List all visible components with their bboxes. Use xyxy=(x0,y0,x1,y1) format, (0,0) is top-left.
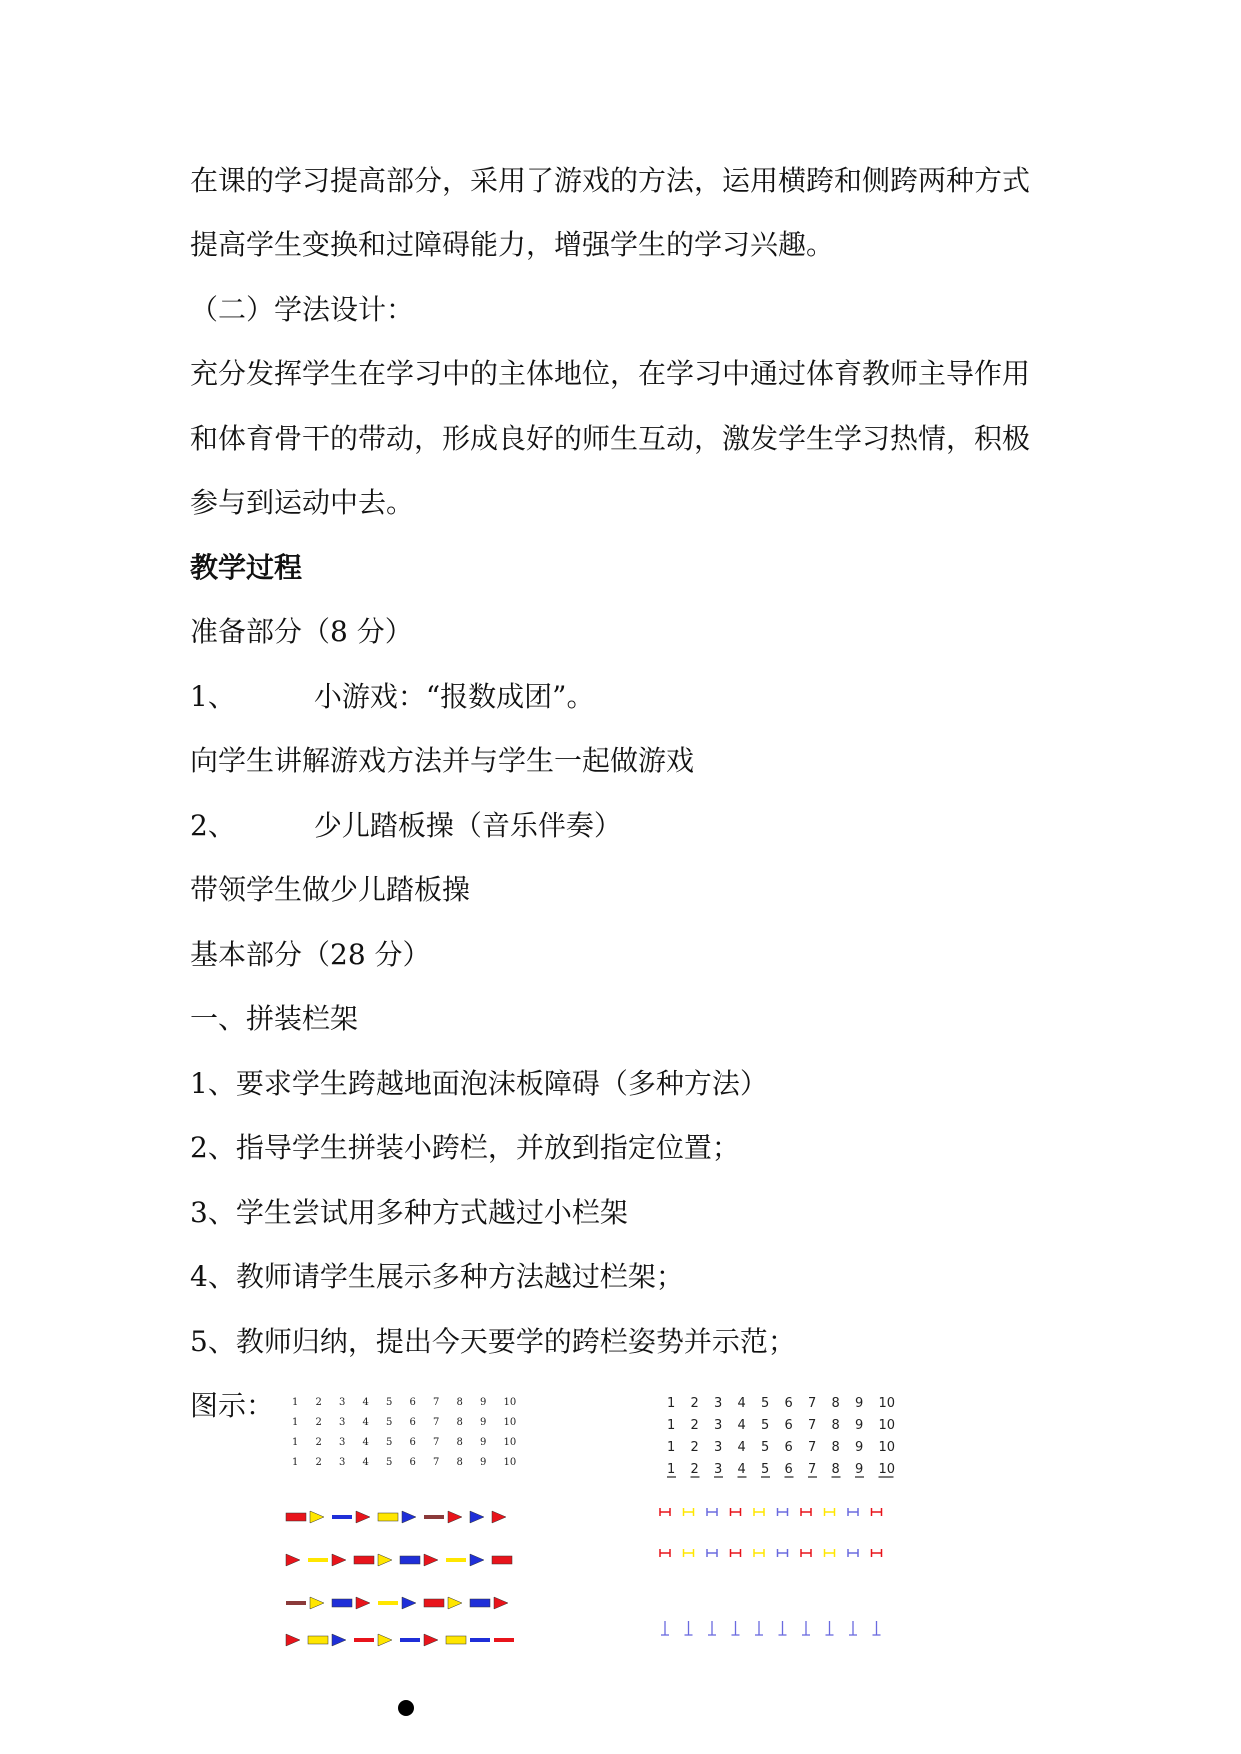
right-grid-number: 6 xyxy=(784,1396,793,1411)
left-grid-number: 1 xyxy=(292,1457,299,1468)
right-grid-number: 7 xyxy=(808,1462,817,1477)
paragraph-line-4: 充分发挥学生在学习中的主体地位，在学习中通过体育教师主导作用 xyxy=(190,357,1031,390)
left-grid-number: 6 xyxy=(409,1417,416,1428)
right-grid-number: 2 xyxy=(690,1462,699,1477)
left-grid-number: 6 xyxy=(409,1457,416,1468)
cone-marker xyxy=(492,1511,506,1523)
bar-marker xyxy=(354,1638,374,1642)
stake-marker xyxy=(685,1621,693,1635)
left-grid-number: 9 xyxy=(480,1437,487,1448)
mini-hurdle xyxy=(707,1549,717,1557)
prep-title: 准备部分（8 分） xyxy=(190,615,413,648)
right-grid-number: 2 xyxy=(690,1418,699,1433)
left-grid-number: 10 xyxy=(503,1457,517,1468)
mini-hurdle xyxy=(731,1508,741,1516)
mini-hurdle xyxy=(754,1508,764,1516)
foam-board xyxy=(400,1556,420,1564)
formation-diagram xyxy=(280,1395,920,1675)
bar-marker xyxy=(446,1558,466,1562)
right-grid-number: 5 xyxy=(761,1418,770,1433)
left-grid-number: 5 xyxy=(386,1437,393,1448)
left-grid-number: 7 xyxy=(433,1397,440,1408)
stake-marker xyxy=(779,1621,787,1635)
cone-marker xyxy=(332,1554,346,1566)
left-grid-number: 2 xyxy=(315,1417,322,1428)
left-grid-number: 5 xyxy=(386,1417,393,1428)
cone-marker xyxy=(286,1554,300,1566)
right-grid-number: 4 xyxy=(737,1396,746,1411)
right-grid-number: 4 xyxy=(737,1440,746,1455)
stake-marker xyxy=(661,1621,669,1635)
left-grid-number: 1 xyxy=(292,1417,299,1428)
stake-marker xyxy=(849,1621,857,1635)
right-hurdle-rows xyxy=(660,1508,882,1557)
left-grid-number: 6 xyxy=(409,1437,416,1448)
left-grid-number: 10 xyxy=(503,1397,517,1408)
left-grid-number: 7 xyxy=(433,1457,440,1468)
right-grid-number: 1 xyxy=(667,1462,676,1477)
mini-hurdle xyxy=(872,1508,882,1516)
mini-hurdle xyxy=(801,1508,811,1516)
mini-hurdle xyxy=(825,1508,835,1516)
left-grid-number: 1 xyxy=(292,1397,299,1408)
paragraph-line-1: 在课的学习提高部分，采用了游戏的方法，运用横跨和侧跨两种方式 xyxy=(190,164,1031,197)
right-grid-number: 8 xyxy=(831,1418,840,1433)
right-number-grid xyxy=(667,1396,895,1477)
left-grid-number: 4 xyxy=(362,1397,369,1408)
stake-marker xyxy=(802,1621,810,1635)
left-grid-number: 3 xyxy=(339,1417,346,1428)
basic-step-4: 4、教师请学生展示多种方法越过栏架； xyxy=(190,1260,684,1293)
basic-title: 基本部分（28 分） xyxy=(190,938,431,971)
mini-hurdle xyxy=(707,1508,717,1516)
mini-hurdle xyxy=(848,1549,858,1557)
cone-marker xyxy=(402,1597,416,1609)
bar-marker xyxy=(286,1601,306,1605)
left-grid-number: 7 xyxy=(433,1437,440,1448)
cone-marker xyxy=(494,1597,508,1609)
right-grid-number: 2 xyxy=(690,1396,699,1411)
foam-board xyxy=(470,1599,490,1607)
right-grid-number: 10 xyxy=(878,1396,896,1411)
prep-item-1-desc: 向学生讲解游戏方法并与学生一起做游戏 xyxy=(190,744,695,777)
bar-marker xyxy=(308,1558,328,1562)
left-grid-number: 8 xyxy=(456,1417,463,1428)
stake-marker xyxy=(826,1621,834,1635)
right-grid-number: 9 xyxy=(855,1418,864,1433)
left-obstacle-rows xyxy=(286,1511,514,1646)
left-grid-number: 10 xyxy=(503,1437,517,1448)
prep-item-2-desc: 带领学生做少儿踏板操 xyxy=(190,873,471,906)
cone-marker xyxy=(286,1634,300,1646)
prep-item-1-number: 1、 xyxy=(190,680,236,713)
left-grid-number: 8 xyxy=(456,1397,463,1408)
right-grid-number: 1 xyxy=(667,1396,676,1411)
right-grid-number: 9 xyxy=(855,1396,864,1411)
prep-item-1-text: 小游戏：“报数成团”。 xyxy=(313,680,595,713)
right-grid-number: 3 xyxy=(714,1396,723,1411)
foam-board xyxy=(378,1513,398,1521)
right-grid-number: 3 xyxy=(714,1462,723,1477)
right-grid-number: 9 xyxy=(855,1462,864,1477)
cone-marker xyxy=(424,1634,438,1646)
left-grid-number: 2 xyxy=(315,1397,322,1408)
left-grid-number: 3 xyxy=(339,1397,346,1408)
right-grid-number: 9 xyxy=(855,1440,864,1455)
mini-hurdle xyxy=(778,1508,788,1516)
right-grid-number: 7 xyxy=(808,1418,817,1433)
left-grid-number: 4 xyxy=(362,1457,369,1468)
left-grid-number: 7 xyxy=(433,1417,440,1428)
left-grid-number: 2 xyxy=(315,1437,322,1448)
foam-board xyxy=(446,1636,466,1644)
right-grid-number: 1 xyxy=(667,1440,676,1455)
basic-step-2: 2、指导学生拼装小跨栏，并放到指定位置； xyxy=(190,1131,740,1164)
left-grid-number: 4 xyxy=(362,1437,369,1448)
left-grid-number: 10 xyxy=(503,1417,517,1428)
mini-hurdle xyxy=(731,1549,741,1557)
right-grid-number: 7 xyxy=(808,1396,817,1411)
left-grid-number: 8 xyxy=(456,1457,463,1468)
bar-marker xyxy=(494,1638,514,1642)
prep-item-1 xyxy=(190,679,594,715)
cone-marker xyxy=(448,1511,462,1523)
bar-marker xyxy=(400,1638,420,1642)
bullet-dot xyxy=(398,1700,414,1716)
mini-hurdle xyxy=(801,1549,811,1557)
foam-board xyxy=(308,1636,328,1644)
right-grid-number: 10 xyxy=(878,1440,896,1455)
bar-marker xyxy=(332,1515,352,1519)
figure-label: 图示： xyxy=(190,1389,275,1422)
right-grid-number: 5 xyxy=(761,1396,770,1411)
foam-board xyxy=(354,1556,374,1564)
stake-marker xyxy=(732,1621,740,1635)
right-grid-number: 8 xyxy=(831,1440,840,1455)
mini-hurdle xyxy=(754,1549,764,1557)
left-grid-number: 5 xyxy=(386,1397,393,1408)
right-grid-number: 10 xyxy=(878,1418,896,1433)
cone-marker xyxy=(448,1597,462,1609)
paragraph-line-6: 参与到运动中去。 xyxy=(190,486,415,519)
mini-hurdle xyxy=(684,1549,694,1557)
prep-item-2 xyxy=(190,808,622,844)
left-grid-number: 9 xyxy=(480,1457,487,1468)
cone-marker xyxy=(310,1597,324,1609)
mini-hurdle xyxy=(660,1508,670,1516)
cone-marker xyxy=(378,1634,392,1646)
basic-subtitle: 一、拼装栏架 xyxy=(190,1002,359,1035)
left-number-grid xyxy=(292,1397,516,1468)
right-grid-number: 3 xyxy=(714,1440,723,1455)
bar-marker xyxy=(424,1515,444,1519)
left-grid-number: 3 xyxy=(339,1457,346,1468)
right-grid-number: 7 xyxy=(808,1440,817,1455)
right-grid-number: 8 xyxy=(831,1396,840,1411)
right-grid-number: 10 xyxy=(878,1462,896,1477)
right-grid-number: 4 xyxy=(737,1462,746,1477)
cone-marker xyxy=(310,1511,324,1523)
basic-step-3: 3、学生尝试用多种方式越过小栏架 xyxy=(190,1196,628,1229)
paragraph-line-2: 提高学生变换和过障碍能力，增强学生的学习兴趣。 xyxy=(190,228,835,261)
left-grid-number: 9 xyxy=(480,1397,487,1408)
right-stake-row xyxy=(661,1621,881,1635)
right-grid-number: 5 xyxy=(761,1440,770,1455)
basic-step-1: 1、要求学生跨越地面泡沫板障碍（多种方法） xyxy=(190,1067,768,1100)
right-grid-number: 8 xyxy=(831,1462,840,1477)
bar-marker xyxy=(378,1601,398,1605)
left-grid-number: 8 xyxy=(456,1437,463,1448)
stake-marker xyxy=(873,1621,881,1635)
section-title: 教学过程 xyxy=(190,551,303,584)
right-grid-number: 6 xyxy=(784,1418,793,1433)
right-grid-number: 4 xyxy=(737,1418,746,1433)
foam-board xyxy=(332,1599,352,1607)
stake-marker xyxy=(708,1621,716,1635)
right-grid-number: 5 xyxy=(761,1462,770,1477)
cone-marker xyxy=(402,1511,416,1523)
mini-hurdle xyxy=(684,1508,694,1516)
left-grid-number: 6 xyxy=(409,1397,416,1408)
right-grid-number: 2 xyxy=(690,1440,699,1455)
bar-marker xyxy=(470,1638,490,1642)
cone-marker xyxy=(378,1554,392,1566)
prep-item-2-number: 2、 xyxy=(190,809,236,842)
left-grid-number: 4 xyxy=(362,1417,369,1428)
right-grid-number: 1 xyxy=(667,1418,676,1433)
right-grid-number: 6 xyxy=(784,1462,793,1477)
left-grid-number: 3 xyxy=(339,1437,346,1448)
cone-marker xyxy=(424,1554,438,1566)
mini-hurdle xyxy=(778,1549,788,1557)
foam-board xyxy=(286,1513,306,1521)
right-grid-number: 6 xyxy=(784,1440,793,1455)
paragraph-line-5: 和体育骨干的带动，形成良好的师生互动，激发学生学习热情，积极 xyxy=(190,422,1031,455)
left-grid-number: 2 xyxy=(315,1457,322,1468)
mini-hurdle xyxy=(660,1549,670,1557)
cone-marker xyxy=(356,1511,370,1523)
basic-step-5: 5、教师归纳，提出今天要学的跨栏姿势并示范； xyxy=(190,1325,796,1358)
left-grid-number: 5 xyxy=(386,1457,393,1468)
cone-marker xyxy=(470,1511,484,1523)
cone-marker xyxy=(332,1634,346,1646)
stake-marker xyxy=(755,1621,763,1635)
mini-hurdle xyxy=(872,1549,882,1557)
right-grid-number: 3 xyxy=(714,1418,723,1433)
left-grid-number: 1 xyxy=(292,1437,299,1448)
foam-board xyxy=(424,1599,444,1607)
foam-board xyxy=(492,1556,512,1564)
paragraph-line-3: （二）学法设计： xyxy=(190,293,415,326)
cone-marker xyxy=(470,1554,484,1566)
mini-hurdle xyxy=(825,1549,835,1557)
cone-marker xyxy=(356,1597,370,1609)
left-grid-number: 9 xyxy=(480,1417,487,1428)
mini-hurdle xyxy=(848,1508,858,1516)
prep-item-2-text: 少儿踏板操（音乐伴奏） xyxy=(313,809,622,842)
